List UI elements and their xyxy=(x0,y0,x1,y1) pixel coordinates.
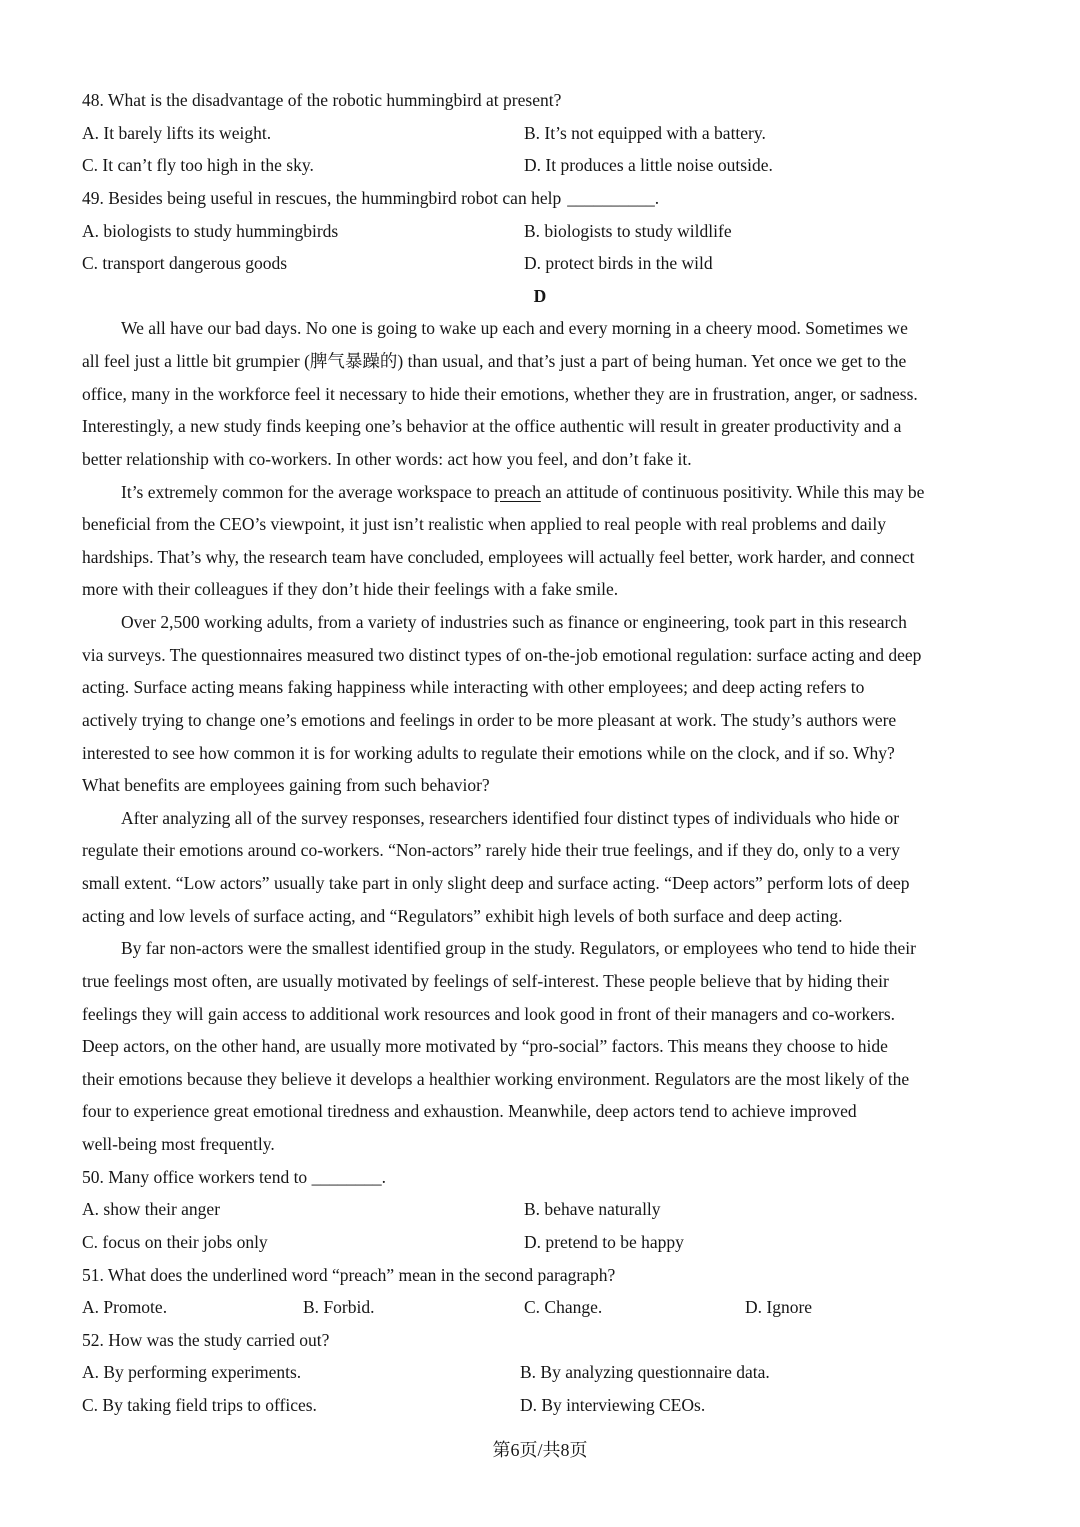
passage-paragraph-4 xyxy=(82,802,998,933)
question-48-options-row xyxy=(82,117,998,150)
question-48-option-a: A. It barely lifts its weight. xyxy=(82,122,272,143)
paragraph-4-line-2: regulate their emotions around co-workers. “Non-actors” rarely hide their true feelings, and if they do, only to a very xyxy=(82,840,900,861)
paragraph-1-line-1: We all have our bad days. No one is going to wake up each and every morning in a cheery mood. Sometimes we xyxy=(121,318,908,339)
paragraph-2-line-2: beneficial from the CEO’s viewpoint, it just isn’t realistic when applied to real people with real problems and daily xyxy=(82,514,886,535)
passage-paragraph-1 xyxy=(82,312,998,475)
paragraph-5-line-2: true feelings most often, are usually motivated by feelings of self-interest. These people believe that by hiding their xyxy=(82,970,889,991)
question-52-option-a: A. By performing experiments. xyxy=(82,1362,302,1383)
question-50-stem-line xyxy=(82,1161,998,1194)
question-52-stem: 52. How was the study carried out? xyxy=(82,1329,330,1350)
question-49-option-c: C. transport dangerous goods xyxy=(82,253,288,274)
question-49-options-row xyxy=(82,247,998,280)
paragraph-5-line-7: well-being most frequently. xyxy=(82,1134,275,1154)
paragraph-5-line-5: their emotions because they believe it develops a healthier working environment. Regulators are the most likely of the xyxy=(82,1068,910,1089)
question-50-stem: 50. Many office workers tend to xyxy=(82,1166,308,1187)
passage-paragraph-3 xyxy=(82,606,998,802)
question-51-stem: 51. What does the underlined word “preach” mean in the second paragraph? xyxy=(82,1264,616,1285)
passage-paragraph-2 xyxy=(82,476,998,607)
question-48-options-row xyxy=(82,149,998,182)
question-50-options-row xyxy=(82,1193,998,1226)
question-49-stem-line xyxy=(82,182,998,215)
paragraph-1-line-3: office, many in the workforce feel it necessary to hide their emotions, whether they are in frustration, anger, or sadness. xyxy=(82,383,918,404)
paragraph-1-line-2: all feel just a little bit grumpier (脾气暴躁的) than usual, and that’s just a part of being human. Yet once we get to the xyxy=(82,351,907,371)
paragraph-3-line-1: Over 2,500 working adults, from a variety of industries such as finance or engineering, took part in this research xyxy=(121,612,907,632)
question-51-option-c: C. Change. xyxy=(524,1297,603,1318)
paragraph-1-line-5: better relationship with co-workers. In other words: act how you feel, and don’t fake it. xyxy=(82,448,692,469)
exam-page-content xyxy=(82,84,998,1422)
question-50-option-c: C. focus on their jobs only xyxy=(82,1231,268,1252)
question-48-option-d: D. It produces a little noise outside. xyxy=(524,155,773,176)
paragraph-2-line-1 xyxy=(82,476,998,509)
line-segment-after: an attitude of continuous positivity. While this may be xyxy=(540,481,925,502)
question-49-option-b: B. biologists to study wildlife xyxy=(524,220,732,241)
paragraph-1-line-4: Interestingly, a new study finds keeping one’s behavior at the office authentic will result in greater productivity and a xyxy=(82,416,902,437)
question-48-option-c: C. It can’t fly too high in the sky. xyxy=(82,155,314,176)
paragraph-3-line-3: acting. Surface acting means faking happiness while interacting with other employees; and deep acting refers to xyxy=(82,677,865,698)
paragraph-5-line-3: feelings they will gain access to additional work resources and look good in front of their managers and co-workers. xyxy=(82,1003,896,1024)
question-51-option-b: B. Forbid. xyxy=(303,1297,375,1318)
question-51-option-d: D. Ignore xyxy=(745,1297,813,1318)
paragraph-3-line-2: via surveys. The questionnaires measured two distinct types of on-the-job emotional regulation: surface acting and deep xyxy=(82,644,922,665)
question-48-stem: 48. What is the disadvantage of the robotic hummingbird at present? xyxy=(82,90,562,110)
passage-heading: D xyxy=(533,285,547,306)
question-49-stem: 49. Besides being useful in rescues, the hummingbird robot can help xyxy=(82,187,562,208)
paragraph-3-line-5: interested to see how common it is for working adults to regulate their emotions while on the clock, and if so. Why? xyxy=(82,742,895,763)
question-51-options-row xyxy=(82,1291,998,1324)
question-50-option-d: D. pretend to be happy xyxy=(524,1231,684,1252)
paragraph-5-line-1: By far non-actors were the smallest identified group in the study. Regulators, or employees who tend to hide their xyxy=(121,938,916,959)
paragraph-4-line-1: After analyzing all of the survey responses, researchers identified four distinct types of individuals who hide or xyxy=(121,807,900,828)
question-50-option-a: A. show their anger xyxy=(82,1199,221,1220)
paragraph-4-line-4: acting and low levels of surface acting, and “Regulators” exhibit high levels of both surface and deep acting. xyxy=(82,905,843,926)
question-48-option-b: B. It’s not equipped with a battery. xyxy=(524,122,766,143)
question-52-options-row xyxy=(82,1389,998,1422)
question-52-option-d: D. By interviewing CEOs. xyxy=(520,1395,706,1415)
question-49-option-d: D. protect birds in the wild xyxy=(524,253,713,274)
passage-paragraph-5 xyxy=(82,932,998,1160)
paragraph-2-line-3: hardships. That’s why, the research team have concluded, employees will actually feel better, work harder, and connect xyxy=(82,546,915,567)
paragraph-3-line-4: actively trying to change one’s emotions and feelings in order to be more pleasant at work. The study’s authors were xyxy=(82,709,897,730)
question-50-options-row xyxy=(82,1226,998,1259)
paragraph-2-line-4: more with their colleagues if they don’t hide their feelings with a fake smile. xyxy=(82,579,619,600)
paragraph-4-line-3: small extent. “Low actors” usually take part in only slight deep and surface acting. “Deep actors” perform lots of deep xyxy=(82,873,910,893)
line-segment-before: It’s extremely common for the average workspace to xyxy=(121,481,495,502)
paragraph-3-line-6: What benefits are employees gaining from such behavior? xyxy=(82,775,490,796)
question-52-option-c: C. By taking field trips to offices. xyxy=(82,1395,317,1415)
question-51-option-a: A. Promote. xyxy=(82,1297,168,1318)
question-52-options-row xyxy=(82,1356,998,1389)
question-49-option-a: A. biologists to study hummingbirds xyxy=(82,220,339,241)
question-49-blank: __________. xyxy=(567,187,660,208)
question-50-option-b: B. behave naturally xyxy=(524,1199,661,1220)
question-49-options-row xyxy=(82,215,998,248)
passage-body xyxy=(82,312,998,1160)
paragraph-5-line-4: Deep actors, on the other hand, are usually more motivated by “pro-social” factors. This means they choose to hide xyxy=(82,1036,888,1057)
paragraph-5-line-6: four to experience great emotional tiredness and exhaustion. Meanwhile, deep actors tend to achieve improved xyxy=(82,1101,857,1122)
question-52-option-b: B. By analyzing questionnaire data. xyxy=(520,1362,770,1383)
underlined-word: preach xyxy=(494,481,541,502)
question-50-blank: ________. xyxy=(311,1166,386,1187)
page-number-footer: 第6页/共8页 xyxy=(492,1440,588,1460)
